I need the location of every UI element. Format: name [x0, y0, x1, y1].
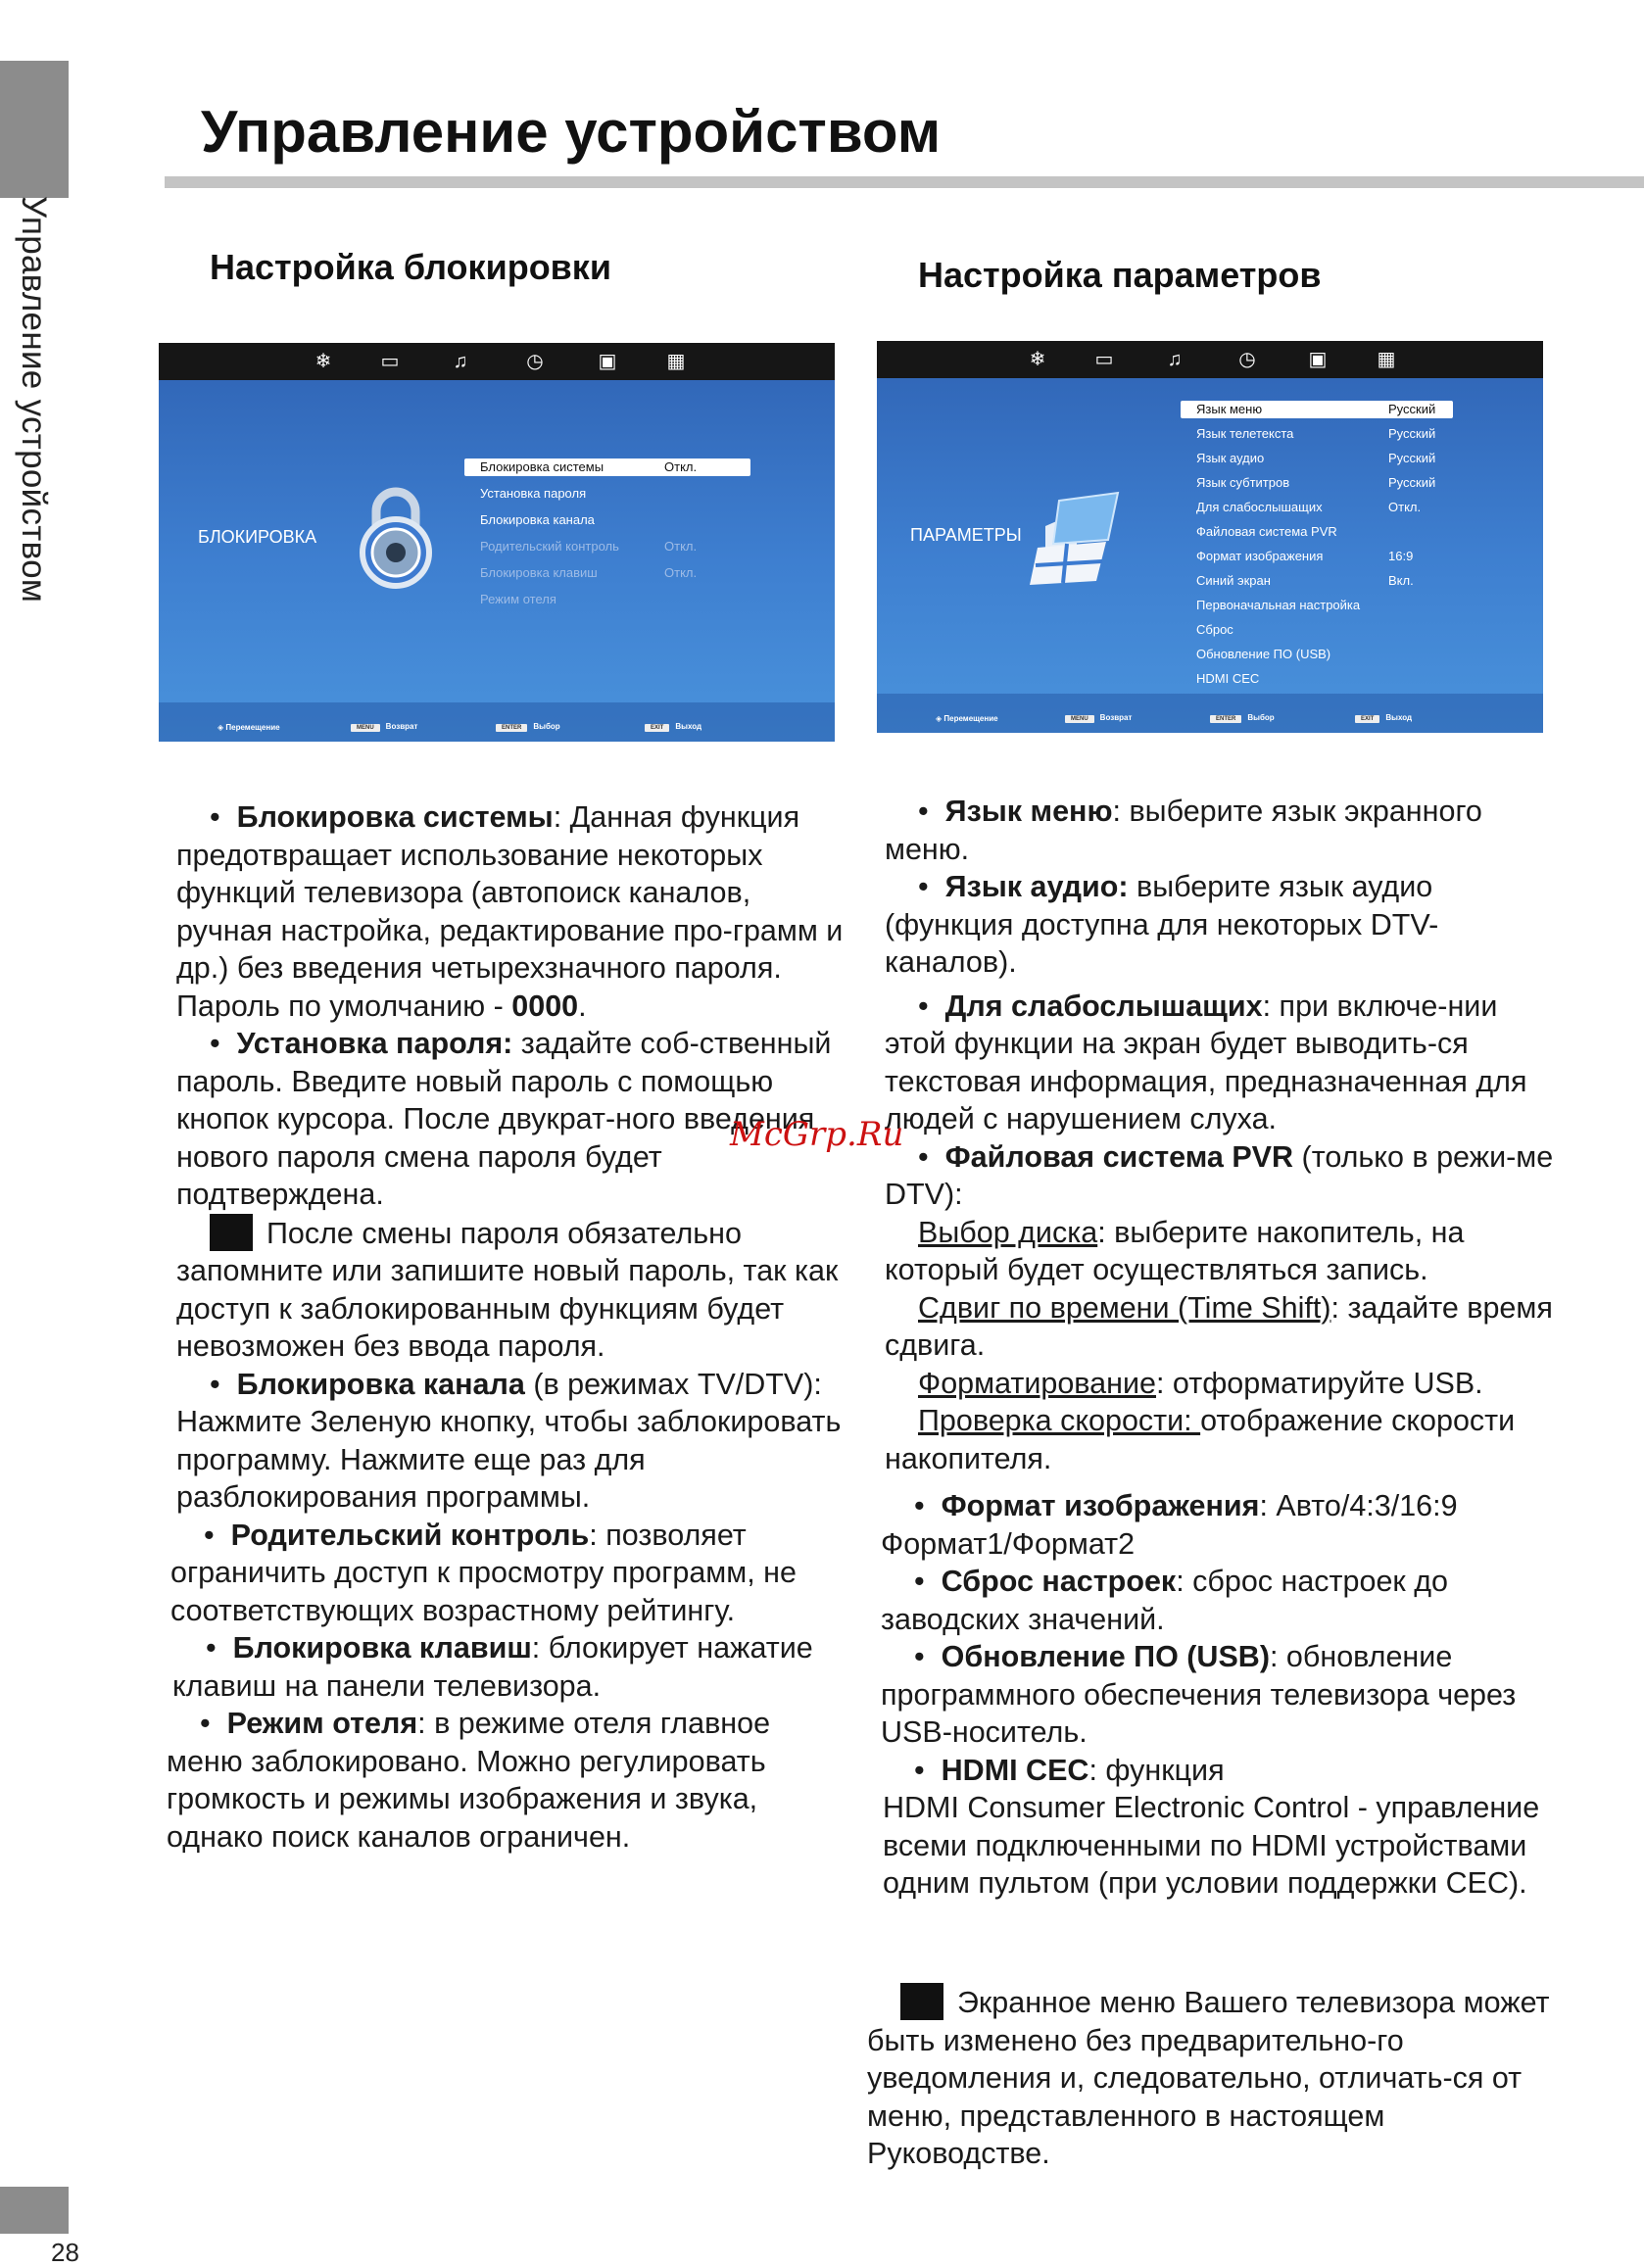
item-hdmi-cec: • HDMI CEC: функция	[914, 1753, 1225, 1787]
menu-item-label: Язык меню	[1196, 402, 1263, 416]
clock-icon: ◷	[1238, 349, 1256, 370]
item-picture-format: • Формат изображения: Авто/4:3/16:9 Формат1/Формат2	[881, 1489, 1458, 1561]
picture-settings-icon: ❄	[314, 351, 332, 372]
menu-item[interactable]	[464, 591, 750, 608]
lock-menu-screenshot	[159, 343, 835, 742]
menu-item-value: Русский	[1388, 402, 1436, 416]
menu-item-value: Русский	[1388, 426, 1436, 441]
side-tab-marker	[0, 61, 69, 198]
picture-settings-icon: ❄	[1029, 349, 1046, 370]
menu-key: MENU	[1065, 715, 1094, 723]
item-hdmi-cec-desc: HDMI Consumer Electronic Control - управление всеми подключенными по HDMI устройствами одним пультом (при условии поддержки CEC).	[883, 1791, 1540, 1900]
note-password: После смены пароля обязательно запомните или запишите новый пароль, так как доступ к заблокированным функциям будет невозможен без ввода пароля.	[176, 1214, 852, 1366]
menu-item[interactable]	[1181, 425, 1453, 443]
menu-item-value: 16:9	[1388, 549, 1414, 563]
menu-item-label: Родительский контроль	[480, 539, 619, 554]
options-cube-icon	[1024, 483, 1132, 591]
footer-back: Возврат	[1099, 713, 1133, 722]
side-section-label: Управление устройством	[15, 196, 53, 603]
sub-select-disk: Выбор диска: выберите накопитель, на который будет осуществляться запись.	[885, 1215, 1465, 1286]
monitor-icon: ▭	[1094, 349, 1114, 370]
menu-item-label: Режим отеля	[480, 592, 556, 606]
note-pen-icon	[900, 1983, 943, 2020]
sub-time-shift: Сдвиг по времени (Time Shift): задайте время сдвига.	[885, 1290, 1553, 1362]
menu-item[interactable]	[1181, 621, 1453, 639]
menu-item-value: Откл.	[664, 539, 698, 554]
menu-item-label: Блокировка клавиш	[480, 565, 598, 580]
params-menu-screenshot	[877, 341, 1543, 733]
item-parental-control: • Родительский контроль: позволяет ограничить доступ к просмотру программ, не соответствующих возрастному рейтингу.	[170, 1518, 797, 1627]
menu-item-label: HDMI CEC	[1196, 671, 1260, 686]
grid-icon: ▦	[1377, 349, 1396, 370]
item-key-lock: • Блокировка клавиш: блокирует нажатие клавиш на панели телевизора.	[172, 1631, 813, 1703]
footer-select: Выбор	[533, 722, 560, 731]
menu-item[interactable]	[464, 458, 750, 476]
move-arrows-icon: ◈	[218, 723, 226, 732]
menu-item-value: Русский	[1388, 451, 1436, 465]
menu-item[interactable]	[464, 564, 750, 582]
menu-key: MENU	[351, 724, 380, 732]
move-arrows-icon: ◈	[936, 714, 944, 723]
footer-select: Выбор	[1247, 713, 1275, 722]
menu-item-label: Файловая система PVR	[1196, 524, 1337, 539]
enter-key: ENTER	[496, 724, 527, 732]
menu-item-label: Формат изображения	[1196, 549, 1324, 563]
menu-item[interactable]	[1181, 523, 1453, 541]
menu-item[interactable]	[1181, 499, 1453, 516]
exit-key: EXIT	[1355, 715, 1379, 723]
page-number-marker	[0, 2187, 69, 2234]
menu-item[interactable]	[1181, 572, 1453, 590]
menu-item[interactable]	[464, 485, 750, 503]
lock-section-heading: Настройка блокировки	[210, 247, 611, 287]
menu-footer	[159, 702, 835, 742]
item-audio-language: • Язык аудио: выберите язык аудио (функция доступна для некоторых DTV-каналов).	[885, 870, 1439, 979]
item-channel-lock: • Блокировка канала (в режимах TV/DTV): Нажмите Зеленую кнопку, чтобы заблокировать программу. Нажмите еще раз для разблокирования программы.	[176, 1367, 842, 1514]
item-system-lock: • Блокировка системы: Данная функция предотвращает использование некоторых функций телевизора (автопоиск каналов, ручная настройка, редактирование про-грамм и др.) без введения четырехзначного пароля. Пароль по умолчанию - 0000.	[176, 800, 844, 1023]
grid-icon: ▦	[666, 351, 686, 372]
menu-item[interactable]	[1181, 474, 1453, 492]
menu-item[interactable]	[464, 538, 750, 555]
menu-item-value: Русский	[1388, 475, 1436, 490]
menu-item-value: Вкл.	[1388, 573, 1414, 588]
watermark: McGrp.Ru	[730, 1115, 904, 1154]
sub-format: Форматирование: отформатируйте USB.	[918, 1366, 1483, 1400]
menu-tab-bar	[159, 343, 835, 380]
footer-exit: Выход	[675, 722, 702, 731]
page-title: Управление устройством	[201, 99, 942, 165]
menu-item-label: Для слабослышащих	[1196, 500, 1323, 514]
exit-key: EXIT	[645, 724, 669, 732]
params-screen-label: ПАРАМЕТРЫ	[910, 525, 1022, 545]
note-pen-icon	[210, 1214, 253, 1251]
menu-item-label: Установка пароля	[480, 486, 587, 501]
menu-item-value: Откл.	[664, 459, 698, 474]
menu-item[interactable]	[1181, 670, 1453, 688]
menu-item-label: Первоначальная настройка	[1196, 598, 1361, 612]
menu-tab-bar	[877, 341, 1543, 378]
item-menu-language: • Язык меню: выберите язык экранного меню.	[885, 795, 1482, 866]
item-hotel-mode: • Режим отеля: в режиме отеля главное меню заблокировано. Можно регулировать громкость и режимы изображения и звука, однако поиск каналов ограничен.	[167, 1707, 771, 1854]
menu-item-label: Обновление ПО (USB)	[1196, 647, 1331, 661]
menu-item[interactable]	[464, 511, 750, 529]
clock-icon: ◷	[526, 351, 544, 372]
params-section-heading: Настройка параметров	[918, 255, 1322, 295]
enter-key: ENTER	[1210, 715, 1241, 723]
menu-item-label: Язык телетекста	[1196, 426, 1294, 441]
menu-item[interactable]	[1181, 597, 1453, 614]
item-reset: • Сброс настроек: сброс настроек до заводских значений.	[881, 1565, 1448, 1636]
menu-item-label: Язык субтитров	[1196, 475, 1290, 490]
menu-item[interactable]	[1181, 646, 1453, 663]
footer-back: Возврат	[385, 722, 418, 731]
menu-item-label: Блокировка системы	[480, 459, 604, 474]
note-osd: Экранное меню Вашего телевизора может быть изменено без предварительно-го уведомления и, следовательно, отличать-ся от меню, представленного в настоящем Руководстве.	[867, 1983, 1553, 2173]
menu-item-label: Синий экран	[1196, 573, 1271, 588]
params-description	[881, 793, 1561, 1903]
padlock-icon	[347, 482, 445, 590]
menu-item[interactable]	[1181, 548, 1453, 565]
music-note-icon: ♫	[1167, 349, 1183, 370]
music-note-icon: ♫	[453, 351, 468, 372]
menu-item-label: Блокировка канала	[480, 512, 595, 527]
item-hard-of-hearing: • Для слабослышащих: при включе-нии этой функции на экран будет выводить-ся текстовая информация, предназначенная для людей с нарушением слуха.	[885, 989, 1527, 1135]
footer-move: Перемещение	[225, 723, 280, 732]
page-number: 28	[51, 2238, 79, 2267]
menu-item-value: Откл.	[664, 565, 698, 580]
menu-item-label: Сброс	[1196, 622, 1233, 637]
lock-screen-label: БЛОКИРОВКА	[198, 527, 317, 547]
item-pvr-filesystem: • Файловая система PVR (только в режи-ме DTV):	[885, 1139, 1554, 1211]
menu-item[interactable]	[1181, 401, 1453, 418]
menu-item-value: Откл.	[1388, 500, 1422, 514]
item-software-update: • Обновление ПО (USB): обновление программного обеспечения телевизора через USB-носитель.	[881, 1640, 1517, 1749]
monitor-icon: ▭	[380, 351, 400, 372]
title-divider	[165, 176, 1644, 188]
lock-icon: ▣	[1308, 349, 1328, 370]
menu-item[interactable]	[1181, 450, 1453, 467]
menu-item-label: Язык аудио	[1196, 451, 1265, 465]
lock-description	[167, 798, 852, 1856]
lock-icon: ▣	[598, 351, 617, 372]
footer-exit: Выход	[1385, 713, 1413, 722]
menu-footer	[877, 694, 1543, 733]
item-set-password: • Установка пароля: задайте соб-ственный пароль. Введите новый пароль с помощью кнопок курсора. После двукрат-ного введения нового пароля смена пароля будет подтверждена.	[176, 1027, 832, 1211]
footer-move: Перемещение	[943, 714, 998, 723]
sub-speed-check: Проверка скорости: отображение скорости накопителя.	[885, 1404, 1516, 1475]
